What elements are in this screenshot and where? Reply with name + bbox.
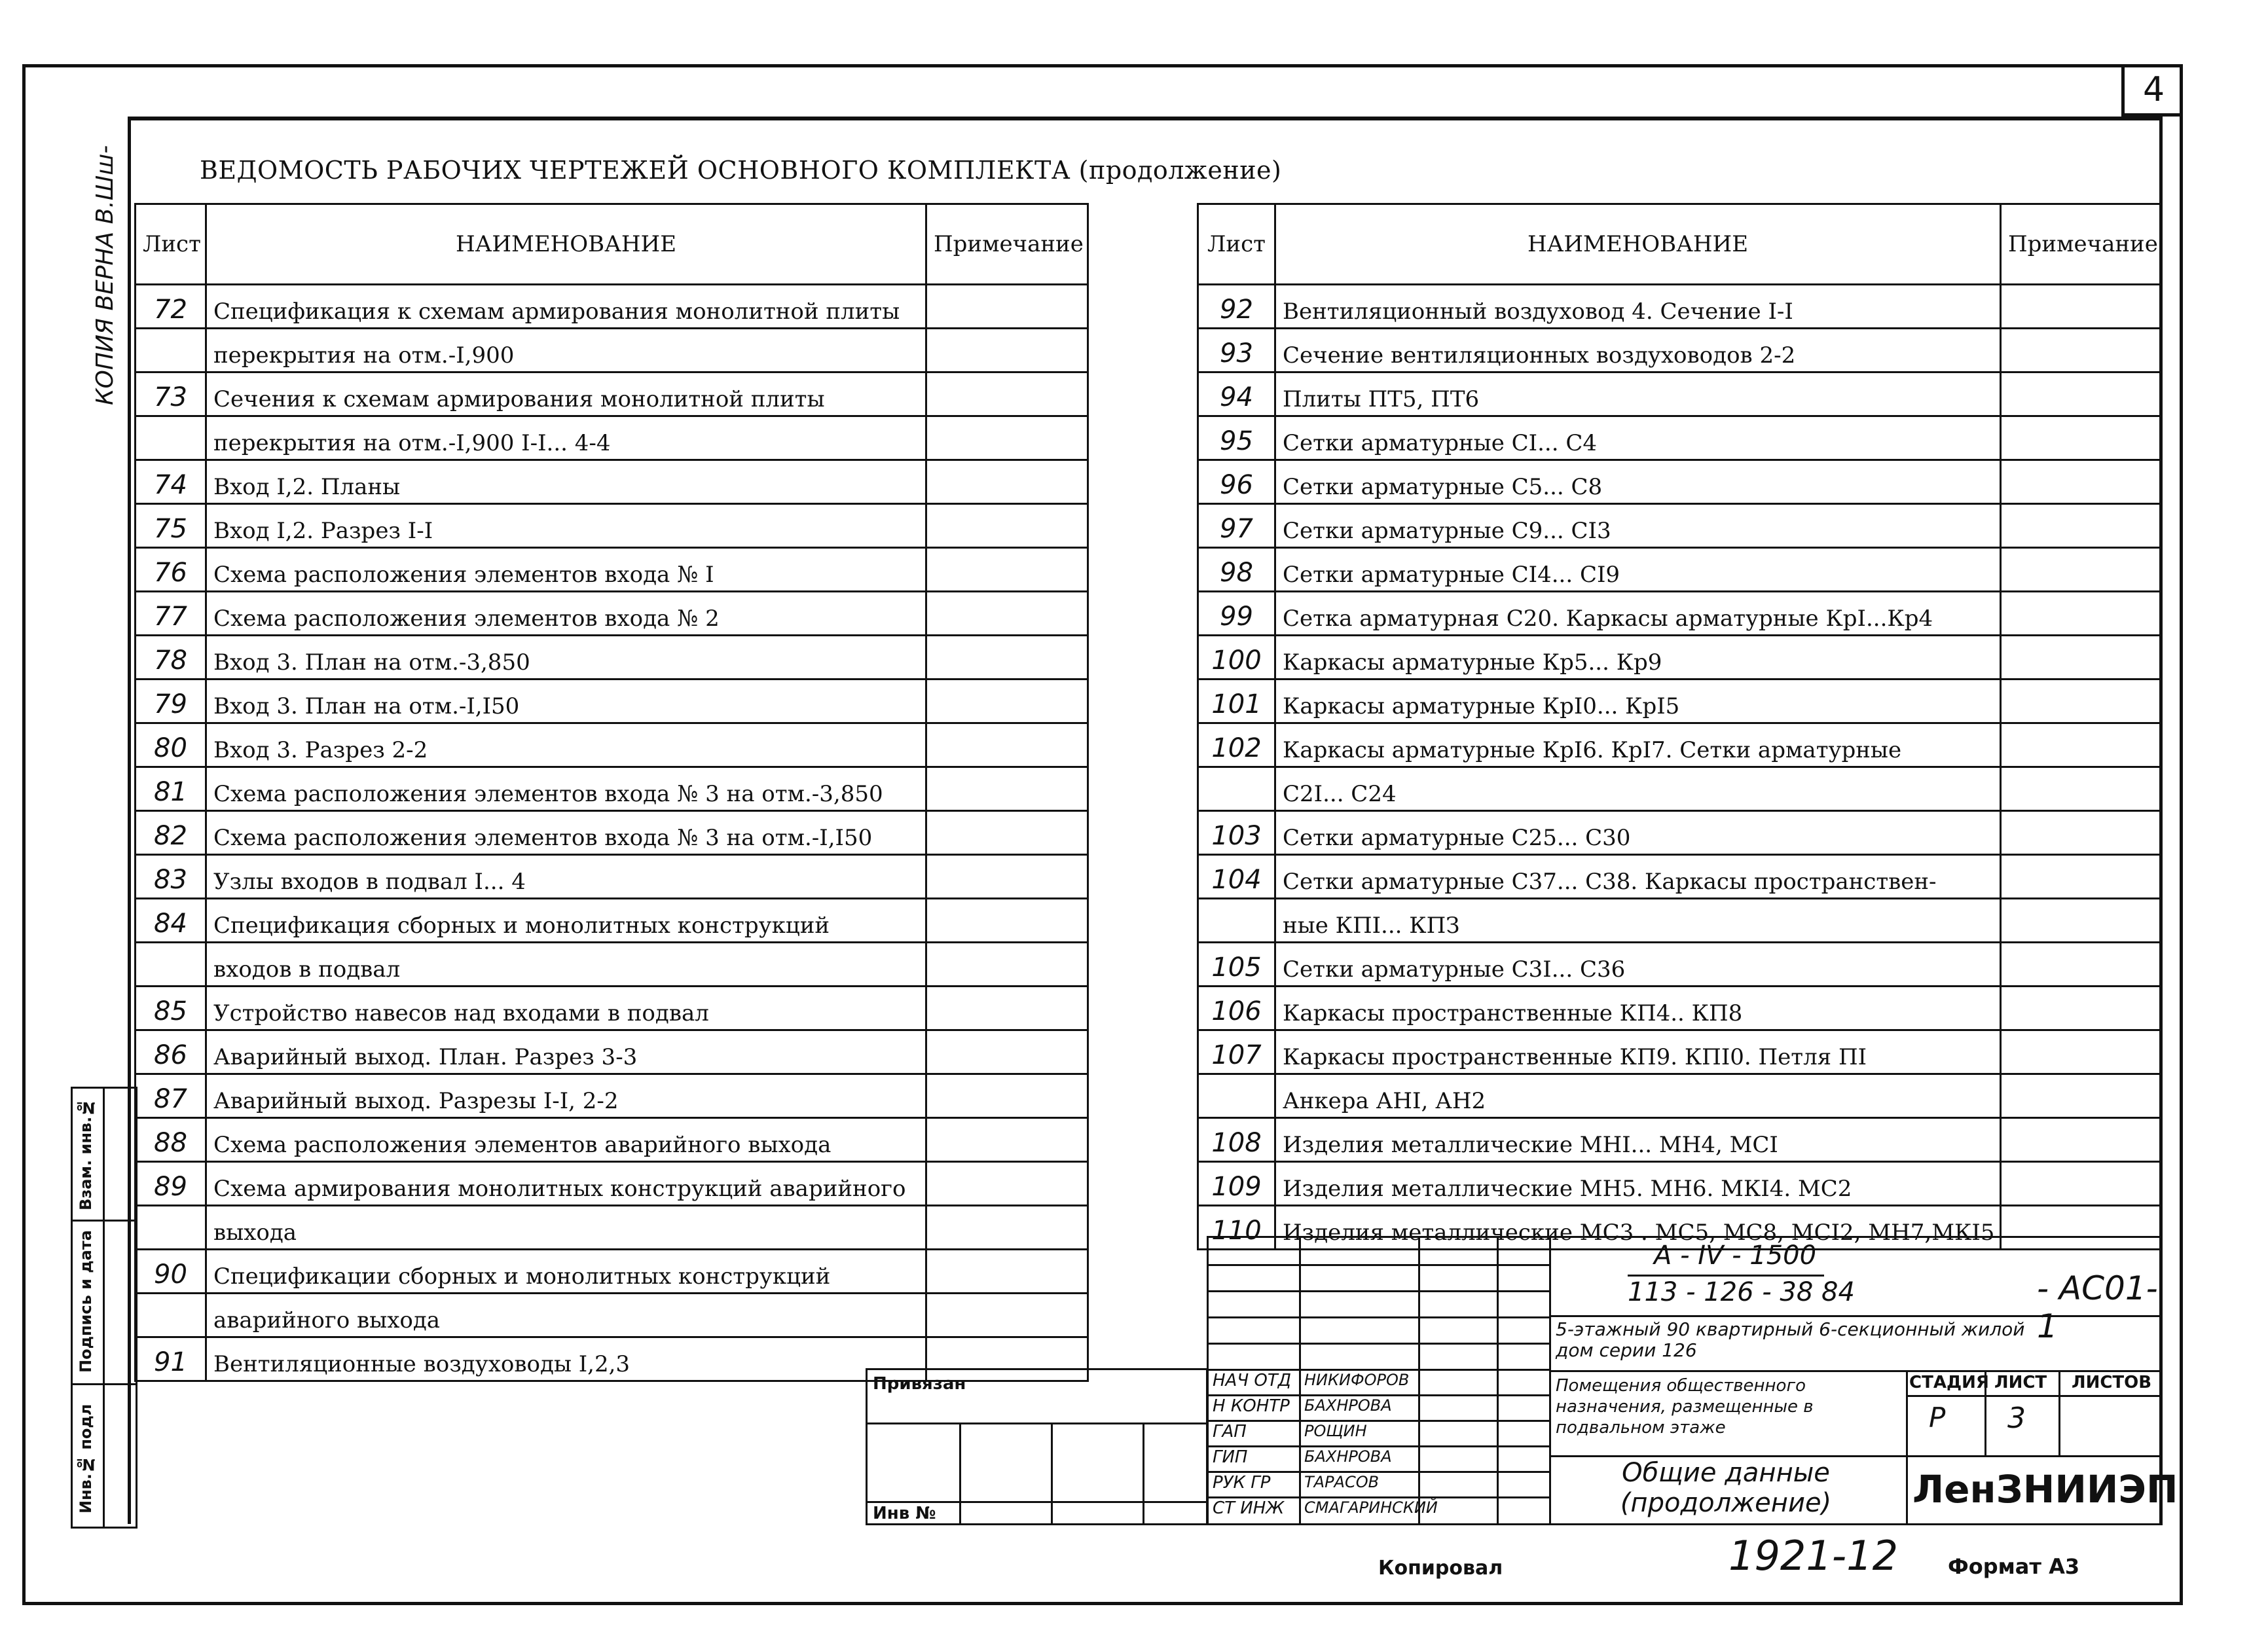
- sheet-name: Вход 3. План на отм.-3,850: [206, 636, 926, 680]
- sheet-name: входов в подвал: [206, 943, 926, 987]
- sheet-number: [136, 1294, 206, 1337]
- sheet-name: Плиты ПТ5, ПТ6: [1275, 372, 2001, 416]
- sheet-number: 108: [1198, 1118, 1275, 1162]
- sheet-note: [2001, 987, 2161, 1030]
- sheet-note: [926, 1294, 1088, 1337]
- table-row: [1198, 899, 2161, 943]
- sheet-name: Спецификация сборных и монолитных конструкций: [206, 899, 926, 943]
- copy-note: КОПИЯ ВЕРНА В.Шш-: [92, 145, 119, 405]
- sheet-number: 93: [1198, 329, 1275, 372]
- sheet-name: перекрытия на отм.-I,900 I-I... 4-4: [206, 416, 926, 460]
- sheet-name: Вход I,2. Планы: [206, 460, 926, 504]
- sheet-name: Вход I,2. Разрез I-I: [206, 504, 926, 548]
- table-row: [136, 548, 1088, 592]
- sheet-number: 110: [1198, 1206, 1275, 1250]
- sheet-number: 97: [1198, 504, 1275, 548]
- sheet-name: Изделия металлические МС3 . МС5, МС8, МСI2, МН7,МКI5: [1275, 1206, 2001, 1250]
- sheet-note: [926, 987, 1088, 1030]
- table-row: [136, 1250, 1088, 1294]
- table-row: [136, 372, 1088, 416]
- signature-name: РОЩИН: [1304, 1422, 1367, 1440]
- sheet-note: [2001, 416, 2161, 460]
- table-row: [136, 723, 1088, 767]
- sheet-name: Сетки арматурные CI... C4: [1275, 416, 2001, 460]
- handwritten-code: 1921-12: [1728, 1532, 1899, 1580]
- sheet-number: 90: [136, 1250, 206, 1294]
- sheet-note: [926, 592, 1088, 636]
- sheet-note: [2001, 460, 2161, 504]
- sheet-number: [136, 943, 206, 987]
- sheet-number: 92: [1198, 285, 1275, 329]
- sheets-header: ЛИСТОВ: [2072, 1373, 2152, 1392]
- sheet-name: Вентиляционный воздуховод 4. Сечение I-I: [1275, 285, 2001, 329]
- sheet-name: Сечения к схемам армирования монолитной плиты: [206, 372, 926, 416]
- table-row: [1198, 285, 2161, 329]
- sheet-number: 99: [1198, 592, 1275, 636]
- col-header-name: НАИМЕНОВАНИЕ: [1275, 204, 2001, 285]
- table-row: [136, 680, 1088, 723]
- sheet-name: Каркасы арматурные КрI0... КрI5: [1275, 680, 2001, 723]
- table-row: [136, 1206, 1088, 1250]
- col-header-note: Примечание: [926, 204, 1088, 285]
- page-title: ВЕДОМОСТЬ РАБОЧИХ ЧЕРТЕЖЕЙ ОСНОВНОГО КОМПЛЕКТА (продолжение): [200, 156, 1282, 185]
- sheet-name: Узлы входов в подвал I... 4: [206, 855, 926, 899]
- sheet-number: 77: [136, 592, 206, 636]
- sheet-name: Вход 3. План на отм.-I,I50: [206, 680, 926, 723]
- sheet-value: 3: [2007, 1402, 2026, 1435]
- table-row: [136, 460, 1088, 504]
- side-stamp-swap: Взам. инв.№: [77, 1098, 95, 1210]
- sheet-note: [926, 811, 1088, 855]
- sheet-note: [926, 548, 1088, 592]
- table-row: [136, 329, 1088, 372]
- signature-name: ТАРАСОВ: [1304, 1473, 1380, 1491]
- right-sheet-table: [1197, 203, 2161, 1250]
- sheet-number: 85: [136, 987, 206, 1030]
- table-row: [136, 1074, 1088, 1118]
- sheet-name: Каркасы арматурные Кр5... Кр9: [1275, 636, 2001, 680]
- table-row: [1198, 723, 2161, 767]
- sheet-note: [2001, 680, 2161, 723]
- sheet-note: [2001, 329, 2161, 372]
- org-name: ЛенЗНИИЭП: [1912, 1467, 2178, 1512]
- sheet-note: [926, 1074, 1088, 1118]
- signature-row-divider: [1209, 1420, 1549, 1422]
- sheet-name: ные КПI... КПЗ: [1275, 899, 2001, 943]
- stage-value: Р: [1929, 1402, 1946, 1434]
- sheet-name: Схема расположения элементов входа № 3 на отм.-3,850: [206, 767, 926, 811]
- sheet-number: 79: [136, 680, 206, 723]
- sheet-note: [926, 372, 1088, 416]
- sheet-name: Анкера АНI, АН2: [1275, 1074, 2001, 1118]
- sheet-number: 88: [136, 1118, 206, 1162]
- sheet-number: 107: [1198, 1030, 1275, 1074]
- sheet-number: 86: [136, 1030, 206, 1074]
- sheet-note: [926, 416, 1088, 460]
- sheet-note: [2001, 548, 2161, 592]
- sheet-name: Схема расположения элементов входа № 2: [206, 592, 926, 636]
- sheet-note: [926, 723, 1088, 767]
- sheet-name: перекрытия на отм.-I,900: [206, 329, 926, 372]
- sheet-name: Сетки арматурные C5... C8: [1275, 460, 2001, 504]
- sheet-number: [1198, 899, 1275, 943]
- sheet-note: [2001, 1074, 2161, 1118]
- sheet-number: 83: [136, 855, 206, 899]
- table-row: [1198, 943, 2161, 987]
- table-row: [1198, 1162, 2161, 1206]
- copied-label: Копировал: [1378, 1557, 1503, 1580]
- sheet-number: 94: [1198, 372, 1275, 416]
- doc-code: - АС01-1: [2037, 1269, 2158, 1345]
- sheet-number: 91: [136, 1337, 206, 1381]
- sheet-header: ЛИСТ: [1994, 1373, 2047, 1392]
- sheet-name: Сетки арматурные C25... C30: [1275, 811, 2001, 855]
- sheet-name: Сетки арматурные CI4... CI9: [1275, 548, 2001, 592]
- signature-name: БАХНРОВА: [1304, 1447, 1392, 1466]
- sheet-number: 78: [136, 636, 206, 680]
- left-sheet-table: [134, 203, 1089, 1382]
- sheet-number: 106: [1198, 987, 1275, 1030]
- table-row: [1198, 987, 2161, 1030]
- sheet-note: [926, 1250, 1088, 1294]
- sheet-name: Каркасы пространственные КП9. КПI0. Петля ПI: [1275, 1030, 2001, 1074]
- col-header-sheet: Лист: [136, 204, 206, 285]
- sheet-note: [2001, 723, 2161, 767]
- sheet-number: 81: [136, 767, 206, 811]
- sheet-note: [2001, 504, 2161, 548]
- title-block: [1207, 1236, 2178, 1525]
- page-number: 4: [2121, 64, 2183, 117]
- signature-role: ГИП: [1213, 1447, 1248, 1467]
- sheet-note: [926, 1162, 1088, 1206]
- sheet-name: выхода: [206, 1206, 926, 1250]
- signature-name: СМАГАРИНСКИЙ: [1304, 1498, 1438, 1517]
- table-row: [136, 1118, 1088, 1162]
- sheet-note: [2001, 943, 2161, 987]
- side-stamp: [71, 1087, 137, 1529]
- sheet-number: [136, 416, 206, 460]
- sheet-number: 103: [1198, 811, 1275, 855]
- signature-role: РУК ГР: [1213, 1473, 1271, 1493]
- table-row: [136, 855, 1088, 899]
- sheet-note: [926, 1030, 1088, 1074]
- sheet-number: 76: [136, 548, 206, 592]
- sheet-note: [2001, 855, 2161, 899]
- sheet-title: Общие данные (продолжение): [1620, 1458, 1832, 1518]
- signature-role: Н КОНТР: [1213, 1396, 1290, 1416]
- table-row: [136, 1162, 1088, 1206]
- signature-role: ГАП: [1213, 1422, 1247, 1441]
- table-row: [1198, 372, 2161, 416]
- sheet-number: 105: [1198, 943, 1275, 987]
- sheet-note: [926, 636, 1088, 680]
- sheet-number: 109: [1198, 1162, 1275, 1206]
- table-row: [1198, 680, 2161, 723]
- sheet-number: 80: [136, 723, 206, 767]
- sheet-name: Изделия металлические МН5. МН6. МКI4. МС2: [1275, 1162, 2001, 1206]
- col-header-sheet: Лист: [1198, 204, 1275, 285]
- sheet-note: [2001, 1030, 2161, 1074]
- sheet-note: [2001, 372, 2161, 416]
- sheet-note: [926, 460, 1088, 504]
- sheet-number: [1198, 1074, 1275, 1118]
- table-row: [1198, 855, 2161, 899]
- sheet-number: 89: [136, 1162, 206, 1206]
- sheet-number: 102: [1198, 723, 1275, 767]
- format-label: Формат А3: [1948, 1554, 2080, 1579]
- sheet-name: Каркасы пространственные КП4.. КП8: [1275, 987, 2001, 1030]
- sheet-number: 98: [1198, 548, 1275, 592]
- sheet-note: [926, 899, 1088, 943]
- sheet-note: [926, 767, 1088, 811]
- side-stamp-sign: Подпись и дата: [77, 1230, 95, 1373]
- sheet-name: Спецификация к схемам армирования монолитной плиты: [206, 285, 926, 329]
- table-row: [136, 285, 1088, 329]
- sheet-name: Аварийный выход. План. Разрез 3-3: [206, 1030, 926, 1074]
- table-row: [1198, 767, 2161, 811]
- sheet-name: C2I... C24: [1275, 767, 2001, 811]
- sheet-note: [926, 855, 1088, 899]
- table-row: [1198, 1118, 2161, 1162]
- table-row: [1198, 504, 2161, 548]
- sheet-note: [926, 1118, 1088, 1162]
- col-header-note: Примечание: [2001, 204, 2161, 285]
- table-row: [1198, 329, 2161, 372]
- sheet-name: Сечение вентиляционных воздуховодов 2-2: [1275, 329, 2001, 372]
- sheet-number: 84: [136, 899, 206, 943]
- table-row: [1198, 811, 2161, 855]
- table-row: [1198, 416, 2161, 460]
- sheet-number: 75: [136, 504, 206, 548]
- code-line-2: 113 - 126 - 38 84: [1628, 1277, 1855, 1307]
- sheet-name: Сетки арматурные C3I... C36: [1275, 943, 2001, 987]
- sheet-note: [2001, 285, 2161, 329]
- sheet-note: [926, 1206, 1088, 1250]
- sheet-name: Сетка арматурная C20. Каркасы арматурные КрI...Кр4: [1275, 592, 2001, 636]
- sheet-name: Вентиляционные воздуховоды I,2,3: [206, 1337, 926, 1381]
- sheet-name: Вход 3. Разрез 2-2: [206, 723, 926, 767]
- attached-label: Привязан: [873, 1374, 966, 1394]
- sheet-name: Сетки арматурные C37... C38. Каркасы пространствен-: [1275, 855, 2001, 899]
- sheet-name: Устройство навесов над входами в подвал: [206, 987, 926, 1030]
- table-row: [136, 1030, 1088, 1074]
- sheet-note: [2001, 767, 2161, 811]
- sheet-note: [2001, 592, 2161, 636]
- sheet-name: Схема расположения элементов аварийного выхода: [206, 1118, 926, 1162]
- sheet-number: 95: [1198, 416, 1275, 460]
- sheet-number: 73: [136, 372, 206, 416]
- sheet-number: [1198, 767, 1275, 811]
- code-line-1: А - IV - 1500: [1654, 1241, 1817, 1271]
- sheet-note: [926, 504, 1088, 548]
- sheet-name: Спецификации сборных и монолитных конструкций: [206, 1250, 926, 1294]
- sheet-number: 72: [136, 285, 206, 329]
- sheet-note: [2001, 811, 2161, 855]
- table-row: [136, 1294, 1088, 1337]
- stage-header: СТАДИЯ: [1909, 1373, 1989, 1392]
- signature-role: НАЧ ОТД: [1213, 1371, 1292, 1390]
- table-row: [1198, 592, 2161, 636]
- project-desc: 5-этажный 90 квартирный 6-секционный жилой дом серии 126: [1556, 1318, 2025, 1361]
- sheet-note: [926, 680, 1088, 723]
- signature-name: НИКИФОРОВ: [1304, 1371, 1410, 1389]
- table-row: [136, 943, 1088, 987]
- side-stamp-inv: Инв.№ подл: [77, 1404, 95, 1513]
- sheet-name: Изделия металлические МНI... МН4, МСI: [1275, 1118, 2001, 1162]
- table-row: [136, 636, 1088, 680]
- sheet-number: 104: [1198, 855, 1275, 899]
- signature-name: БАХНРОВА: [1304, 1396, 1392, 1415]
- table-row: [1198, 460, 2161, 504]
- sheet-note: [926, 943, 1088, 987]
- sheet-name: Схема армирования монолитных конструкций аварийного: [206, 1162, 926, 1206]
- sheet-note: [2001, 1162, 2161, 1206]
- table-row: [1198, 1074, 2161, 1118]
- sheet-note: [926, 329, 1088, 372]
- premises-desc: Помещения общественного назначения, размещенные в подвальном этаже: [1556, 1376, 1814, 1438]
- table-row: [136, 811, 1088, 855]
- inv-label: Инв №: [873, 1504, 936, 1523]
- sheet-name: Схема расположения элементов входа № 3 на отм.-I,I50: [206, 811, 926, 855]
- sheet-note: [2001, 636, 2161, 680]
- sheet-number: 100: [1198, 636, 1275, 680]
- table-row: [1198, 548, 2161, 592]
- sheet-name: Сетки арматурные C9... CI3: [1275, 504, 2001, 548]
- signature-role: СТ ИНЖ: [1213, 1498, 1285, 1518]
- sheet-number: [136, 1206, 206, 1250]
- table-row: [136, 767, 1088, 811]
- sheet-number: 87: [136, 1074, 206, 1118]
- table-row: [136, 899, 1088, 943]
- attached-block: [866, 1368, 1208, 1525]
- sheet-name: Аварийный выход. Разрезы I-I, 2-2: [206, 1074, 926, 1118]
- sheet-name: аварийного выхода: [206, 1294, 926, 1337]
- table-row: [136, 592, 1088, 636]
- table-row: [1198, 1030, 2161, 1074]
- sheet-note: [926, 285, 1088, 329]
- sheet-name: Каркасы арматурные КрI6. КрI7. Сетки арматурные: [1275, 723, 2001, 767]
- sheet-number: 96: [1198, 460, 1275, 504]
- sheet-note: [2001, 1118, 2161, 1162]
- sheet-number: 82: [136, 811, 206, 855]
- sheet-number: 74: [136, 460, 206, 504]
- table-row: [136, 504, 1088, 548]
- table-row: [1198, 636, 2161, 680]
- sheet-note: [2001, 899, 2161, 943]
- col-header-name: НАИМЕНОВАНИЕ: [206, 204, 926, 285]
- sheet-name: Схема расположения элементов входа № I: [206, 548, 926, 592]
- table-row: [136, 987, 1088, 1030]
- sheet-number: 101: [1198, 680, 1275, 723]
- table-row: [136, 416, 1088, 460]
- sheet-number: [136, 329, 206, 372]
